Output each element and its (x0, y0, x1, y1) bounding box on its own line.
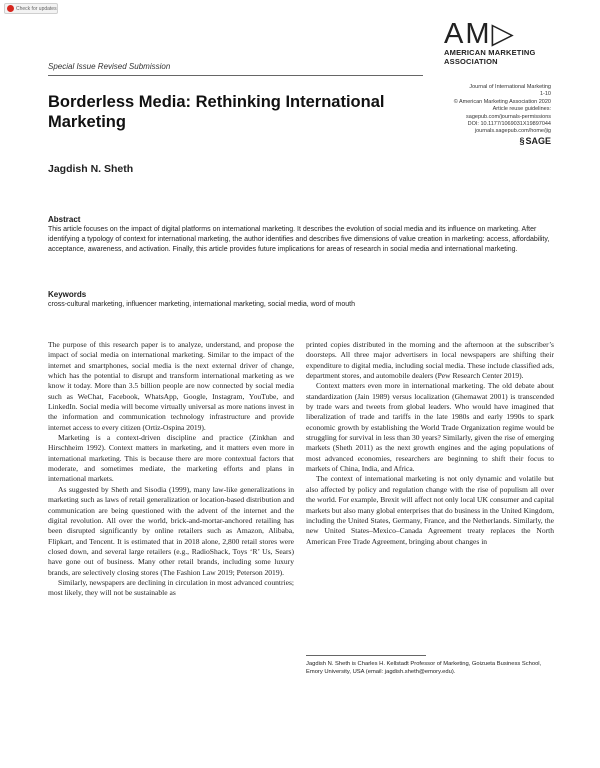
abstract-heading: Abstract (48, 215, 81, 224)
abstract-text: This article focuses on the impact of digital platforms on international marketing. It describes the evolution of social media and its influence on marketing. After identifying a typology of context for international marketing, the author identifies and describes five dimensions of value creation in marketing: access, affordability, acceptance, awareness, and activation. Finally, this article provides future implications for areas of research in social media and international marketing. (48, 226, 550, 253)
sage-icon: § (519, 135, 525, 146)
author-footnote: Jagdish N. Sheth is Charles H. Kellstadt Professor of Marketing, Goizueta Business School, Emory University, USA (email: jagdish.sheth@emory.edu). (306, 661, 542, 676)
body-column-right (306, 340, 554, 547)
paragraph: Similarly, newspapers are declining in circulation in most advanced countries; most likely, they will not be sustainable as (48, 577, 294, 598)
paragraph: printed copies distributed in the morning and the afternoon at the subscriber’s doorsteps. All three major advertisers in local newspapers are shifting their expenditure to digital media, including social media. These include classified ads, department stores, and automobile dealers (Pew Research Center 2019). (306, 340, 554, 381)
paragraph: The purpose of this research paper is to analyze, understand, and propose the impact of social media on international marketing. Similar to the impact of the internet and smartphones, social media is the next external driver of change, which has the potential to disrupt and transform international marketing as we know it today. More than 3.5 billion people are now connected by social media such as WeChat, Facebook, WhatsApp, Google, Instagram, YouTube, and LinkedIn. Social media will become virtually universal as more nations invest in the information and communication technology infrastructure and provide internet access to every citizen (Ortiz-Ospina 2019). (48, 340, 294, 432)
badge-label: Check for updates (16, 5, 57, 12)
paragraph: The context of international marketing is not only dynamic and volatile but also affected by policy and regulation change with the rise of populism all over the world. For example, Brexit will affect not only local UK consumer and capital markets but also many global enterprises that do business in the United Kingdom, including the United States, Germany, France, and the Netherlands. Similarly, the new United States–Mexico–Canada Agreement treaty replaces the North American Free Trade Agreement, bringing about changes in (306, 474, 554, 546)
journal-name: Journal of International Marketing (469, 84, 551, 90)
doi[interactable]: DOI: 10.1177/1069031X19897044 (467, 121, 551, 128)
article-title: Borderless Media: Rethinking International Marketing (48, 93, 385, 131)
ama-logo (444, 20, 574, 66)
ama-logo-mark: AM▷ (444, 18, 516, 50)
author-name: Jagdish N. Sheth (48, 163, 134, 175)
paragraph: Context matters even more in international marketing. The old debate about standardization (Jain 1989) versus localization (Ghemawat 2001) is transcended by trade wars and tweets from global leaders. Who would have imagined that liberalization of trade and tariffs in the late 1980s and early 1990s to spark economic growth by establishing the World Trade Organization regime would be struggling for survival in less than 30 years? Similarly, given the rise of emerging markets (Sheth 2011) as the next growth engines and the aging populations of most advanced economies, researchers are beginning to shift their focus to markets of China, India, and Africa. (306, 381, 554, 474)
ama-logo-line1: AMERICAN MARKETING (444, 48, 536, 57)
paragraph: Marketing is a context-driven discipline and practice (Zinkhan and Hirschheim 1992). Context matters in marketing, and it matters even more in international marketing. This is because there are more contextual factors that moderate, and sometimes mediate, the marketing efforts and plans in international markets. (48, 433, 294, 484)
journal-metadata (423, 84, 551, 145)
body-column-left (48, 340, 294, 599)
journal-url[interactable]: journals.sagepub.com/home/jig (474, 128, 551, 135)
update-icon (7, 5, 14, 12)
section-label: Special Issue Revised Submission (48, 62, 171, 71)
footnote-divider (306, 655, 426, 656)
paragraph: As suggested by Sheth and Sisodia (1999), many law-like generalizations in marketing such as laws of retail generalization or location-based distribution and communication are being questioned with the advent of the internet and the digital revolution. All over the world, brick-and-mortar-anchored retailing has been disrupted significantly by online retailers such as Amazon, Alibaba, Flipkart, and Tencent. It is estimated that in 2018 alone, 2,800 retail stores were closed down, and several large retailers (e.g., RadioShack, Toys ‘R’ Us, Sears) have gone out of business. Many other retail brands, including some luxury brands, are selectively closing stores (The Fashion Law 2019; Peterson 2019). (48, 484, 294, 577)
publisher-name: SAGE (525, 135, 551, 146)
reuse-guidelines: Article reuse guidelines: (492, 106, 551, 113)
check-for-updates-badge[interactable] (4, 3, 58, 14)
permissions-link[interactable]: sagepub.com/journals-permissions (466, 113, 551, 120)
header-divider (48, 75, 423, 76)
keywords-heading: Keywords (48, 290, 87, 299)
publisher-logo (423, 135, 551, 146)
copyright: © American Marketing Association 2020 (453, 98, 551, 105)
page-range: 1-10 (539, 91, 551, 98)
keywords-text: cross-cultural marketing, influencer marketing, international marketing, social media, word of mouth (48, 301, 355, 308)
ama-logo-line2: ASSOCIATION (444, 57, 498, 66)
